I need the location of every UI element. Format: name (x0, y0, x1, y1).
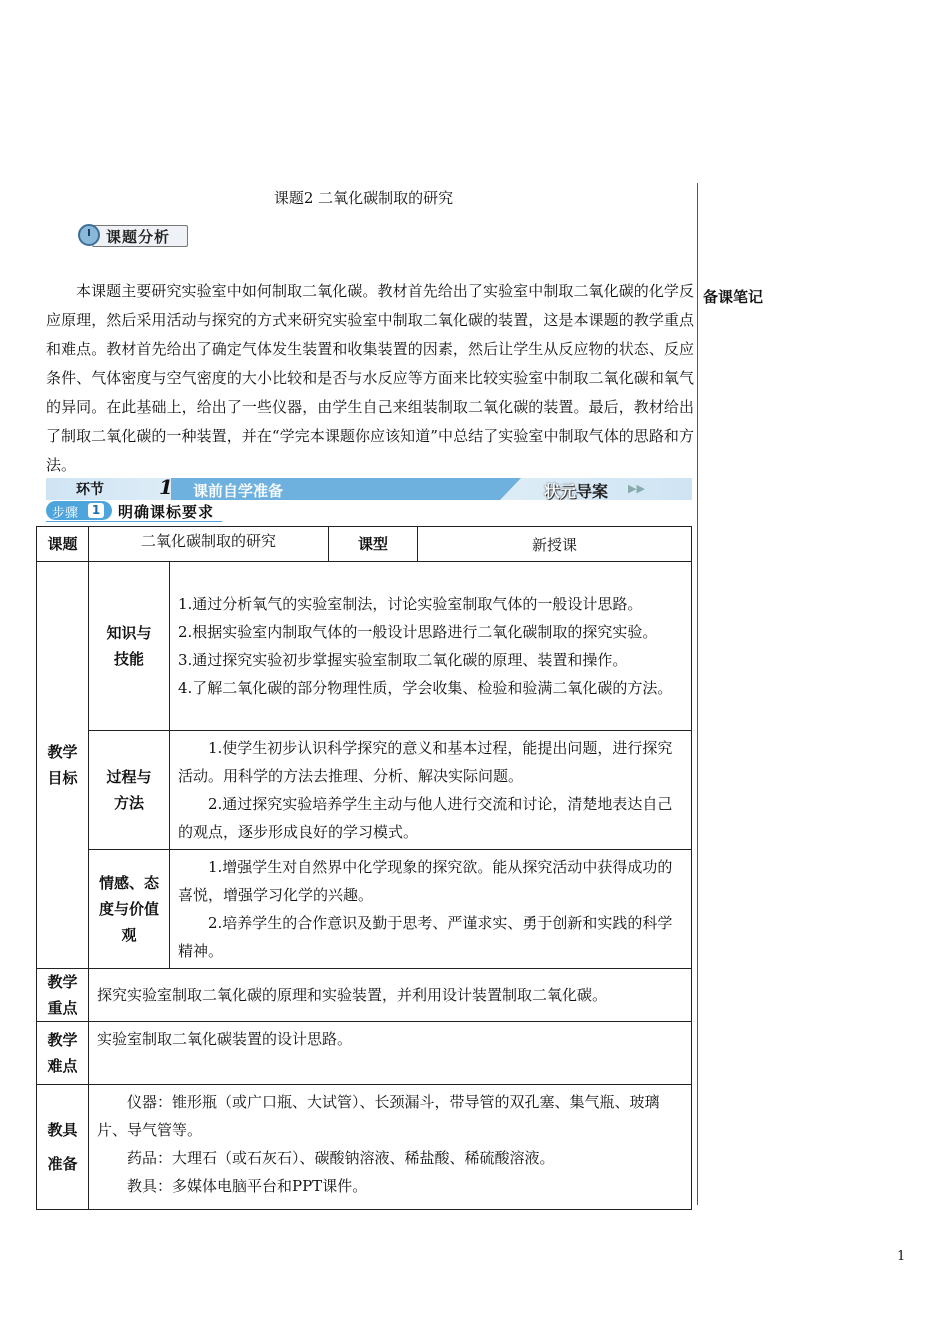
prep-item-3: 教具：多媒体电脑平台和PPT课件。 (127, 1177, 368, 1195)
guide-prefix: 状元 (544, 482, 577, 501)
key-value: 探究实验室制取二氧化碳的原理和实验装置，并利用设计装置制取二氧化碳。 (89, 969, 692, 1022)
prep-item-1: 仪器：锥形瓶（或广口瓶、大试管）、长颈漏斗，带导管的双孔塞、集气瓶、玻璃片、导气管等。 (97, 1093, 660, 1139)
banner-stage-number: 1 (159, 475, 173, 499)
clock-icon (78, 224, 100, 246)
side-note-heading: 备课笔记 (703, 288, 764, 306)
knowledge-item-3: 3.通过探究实验初步掌握实验室制取二氧化碳的原理、装置和操作。 (178, 651, 628, 669)
knowledge-item-2: 2.根据实验室内制取气体的一般设计思路进行二氧化碳制取的探究实验。 (178, 623, 658, 641)
process-item-1: 1.使学生初步认识科学探究的意义和基本过程，能提出问题，进行探究活动。用科学的方法去推理、分析、解决实际问题。 (178, 739, 673, 785)
prep-label: 教具准备 (37, 1085, 89, 1210)
process-cell (170, 731, 692, 850)
prep-item-2: 药品：大理石（或石灰石）、碳酸钠溶液、稀盐酸、稀硫酸溶液。 (127, 1149, 555, 1167)
page-title: 课题2 二氧化碳制取的研究 (273, 189, 454, 207)
step-underline (46, 521, 222, 522)
step-label: 步骤 (52, 506, 79, 521)
process-label: 过程与方法 (89, 731, 170, 850)
banner-stage-label: 环节 (76, 482, 104, 498)
table-row (37, 969, 692, 1022)
table-row (37, 562, 692, 731)
knowledge-item-1: 1.通过分析氧气的实验室制法，讨论实验室制取气体的一般设计思路。 (178, 595, 643, 613)
emotion-item-2: 2.培养学生的合作意识及勤于思考、严谨求实、勇于创新和实践的科学精神。 (178, 914, 673, 960)
prep-cell (89, 1085, 692, 1210)
knowledge-label: 知识与技能 (89, 562, 170, 731)
knowledge-cell (170, 562, 692, 731)
emotion-label: 情感、态度与价值观 (89, 850, 170, 969)
topic-analysis-badge (78, 222, 188, 248)
banner-guide-logo (544, 479, 608, 502)
margin-divider (697, 183, 698, 1205)
step-name: 明确课标要求 (118, 503, 215, 521)
step-banner (46, 501, 246, 521)
type-label: 课型 (329, 527, 418, 562)
topic-label: 课题 (37, 527, 89, 562)
page-number: 1 (897, 1249, 906, 1264)
table-row (37, 1085, 692, 1210)
guide-text: 导案 (576, 482, 609, 501)
table-row (37, 527, 692, 562)
section-banner (46, 475, 692, 501)
emotion-item-1: 1.增强学生对自然界中化学现象的探究欲。能从探究活动中获得成功的喜悦，增强学习化学的兴趣。 (178, 858, 673, 904)
knowledge-item-4: 4.了解二氧化碳的部分物理性质，学会收集、检验和验满二氧化碳的方法。 (178, 679, 673, 697)
difficulty-value: 实验室制取二氧化碳装置的设计思路。 (89, 1022, 692, 1085)
type-value: 新授课 (418, 527, 692, 562)
table-row (37, 731, 692, 850)
banner-section-name: 课前自学准备 (193, 482, 284, 500)
intro-paragraph: 本课题主要研究实验室中如何制取二氧化碳。教材首先给出了实验室中制取二氧化碳的化学反应原理，然后采用活动与探究的方式来研究实验室中制取二氧化碳的装置，这是本课题的教学重点和难点。教材首先给出了确定气体发生装置和收集装置的因素，然后让学生从反应物的状态、反应条件、气体密度与空气密度的大小比较和是否与水反应等方面来比较实验室中制取二氧化碳和氧气的异同。在此基础上，给出了一些仪器，由学生自己来组装制取二氧化碳的装置。最后，教材给出了制取二氧化碳的一种装置，并在“学完本课题你应该知道”中总结了实验室中制取气体的思路和方法。 (46, 282, 694, 474)
double-arrow-icon: ▶▶ (628, 482, 645, 495)
emotion-cell (170, 850, 692, 969)
process-item-2: 2.通过探究实验培养学生主动与他人进行交流和讨论，清楚地表达自己的观点，逐步形成良好的学习模式。 (178, 795, 673, 841)
topic-value: 二氧化碳制取的研究 (89, 527, 329, 562)
key-label: 教学重点 (37, 969, 89, 1022)
difficulty-label: 教学难点 (37, 1022, 89, 1085)
goals-label: 教学目标 (37, 562, 89, 969)
badge-label: 课题分析 (106, 228, 171, 246)
table-row (37, 1022, 692, 1085)
step-number: 1 (88, 503, 104, 518)
table-row (37, 850, 692, 969)
lesson-plan-table (36, 526, 692, 1210)
